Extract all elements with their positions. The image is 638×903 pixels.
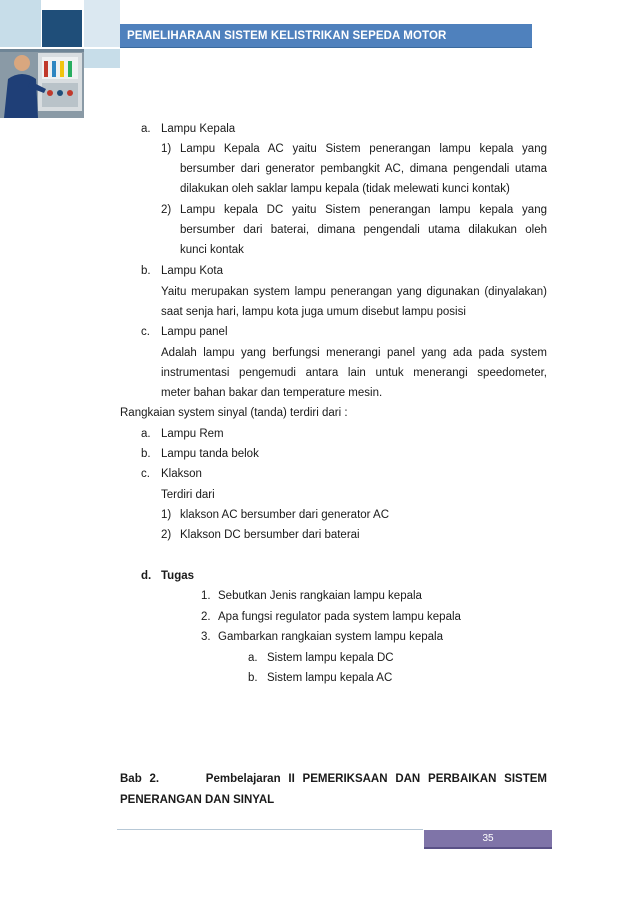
list-item: Sistem lampu kepala DC: [267, 652, 394, 664]
header-photo-technician: [0, 49, 84, 118]
list-item: klakson AC bersumber dari generator AC: [180, 509, 390, 521]
paragraph-line: bersumber dari generator pembangkit AC, dimana pengendali utama: [180, 163, 547, 175]
list-item: Lampu tanda belok: [161, 448, 259, 460]
list-label: c.: [141, 468, 150, 480]
paragraph-line: bersumber dari baterai, dimana pengendali utama dilakukan oleh: [180, 224, 547, 236]
list-number: 3.: [201, 631, 211, 643]
paragraph-line: Lampu Kepala AC yaitu Sistem penerangan lampu kepala yang: [180, 143, 547, 155]
list-number: 2): [161, 529, 172, 541]
paragraph-line: Rangkaian system sinyal (tanda) terdiri dari :: [120, 407, 348, 419]
list-label: b.: [248, 672, 258, 684]
list-number: 1.: [201, 590, 211, 602]
list-label: a.: [141, 123, 151, 135]
list-item: Sistem lampu kepala AC: [267, 672, 393, 684]
paragraph-line: Lampu kepala DC yaitu Sistem penerangan lampu kepala yang: [180, 204, 547, 216]
paragraph-line: dilakukan oleh saklar lampu kepala (tidak melewati kunci kontak): [180, 183, 510, 195]
paragraph-line: Terdiri dari: [161, 489, 215, 501]
header-decor-square: [0, 0, 41, 47]
list-label: b.: [141, 448, 151, 460]
chapter-heading: PENERANGAN DAN SINYAL: [120, 794, 275, 806]
section-heading: Lampu Kepala: [161, 123, 236, 135]
list-label: a.: [141, 428, 151, 440]
paragraph-line: instrumentasi pengemudi antara lain untuk menerangi speedometer,: [161, 367, 547, 379]
header-decor-square: [42, 10, 82, 47]
paragraph-line: Yaitu merupakan system lampu penerangan yang digunakan (dinyalakan): [161, 286, 547, 298]
section-heading: Lampu panel: [161, 326, 228, 338]
footer-rule: [117, 829, 423, 830]
list-item: Sebutkan Jenis rangkaian lampu kepala: [218, 590, 422, 602]
list-label: a.: [248, 652, 258, 664]
list-label: b.: [141, 265, 151, 277]
section-heading: Lampu Kota: [161, 265, 224, 277]
paragraph-line: kunci kontak: [180, 244, 244, 256]
list-item: Gambarkan rangkaian system lampu kepala: [218, 631, 444, 643]
header-decor-square: [84, 0, 120, 47]
section-heading: Tugas: [161, 570, 195, 582]
header-title-banner: PEMELIHARAAN SISTEM KELISTRIKAN SEPEDA MOTOR: [120, 24, 532, 48]
list-item: Apa fungsi regulator pada system lampu kepala: [218, 611, 461, 623]
paragraph-line: Adalah lampu yang berfungsi menerangi panel yang ada pada system: [161, 347, 547, 359]
list-number: 1): [161, 509, 172, 521]
list-label: c.: [141, 326, 150, 338]
list-number: 1): [161, 143, 172, 155]
list-item: Klakson: [161, 468, 202, 480]
list-number: 2): [161, 204, 172, 216]
chapter-heading: Bab 2. Pembelajaran II PEMERIKSAAN DAN PERBAIKAN SISTEM: [120, 773, 547, 785]
header-decor-square: [84, 49, 120, 68]
list-label: d.: [141, 570, 152, 582]
list-number: 2.: [201, 611, 211, 623]
page-number: 35: [424, 830, 552, 849]
technician-photo-image: [0, 49, 84, 118]
list-item: Klakson DC bersumber dari baterai: [180, 529, 360, 541]
list-item: Lampu Rem: [161, 428, 224, 440]
paragraph-line: meter bahan bakar dan temperature mesin.: [161, 387, 383, 399]
paragraph-line: saat senja hari, lampu kota juga umum disebut lampu posisi: [161, 306, 466, 318]
